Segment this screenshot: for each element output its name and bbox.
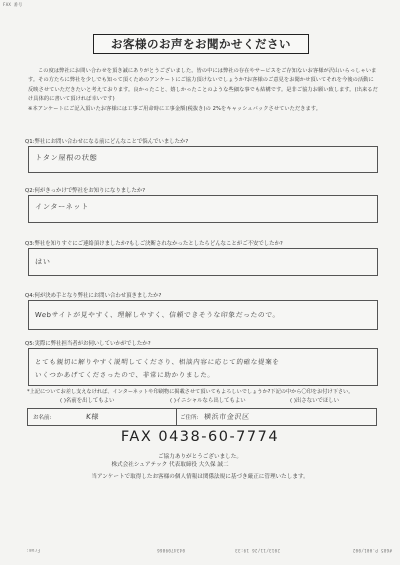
question-5-answer-box (28, 348, 378, 386)
intro-paragraph: この度は弊社にお問い合わせを頂き誠にありがとうございました。皆の中には弊社の存在やサービスをご存知ないお客様が沢山いらっしゃいます。その方たちに弊社を少しでも知って頂くためのアンケートにご協力頂けないでしょうか?お客様のご意見をお聞かせ頂いてそれを今後の活動に反映させていただきたいと考えております。良かったこと、嬉しかったことのような些細な事でも結構です。是非ご協力お願い致します。(出来るだけ具体的に書いて頂ければ幸いです) (28, 68, 378, 103)
option-initials-ok[interactable]: ( )イニシャルなら出してもよい (170, 398, 246, 404)
question-1-label: Q1:弊社にお問い合わせになる前にどんなことで悩んでいましたか? (25, 139, 189, 145)
option-name-ok[interactable]: ( )名前を出してもよい (60, 398, 115, 404)
question-1-answer-box (28, 146, 378, 173)
fax-header: FAX 番号 (3, 2, 23, 7)
address-value: 横浜市金沢区 (203, 413, 250, 421)
question-5-answer-line-1: とても親切に解りやすく説明してくださり、相談内容に応じて的確な提案を (34, 358, 280, 366)
question-4-label: Q4:何が決め手となり弊社にお問い合わせ頂きましたか? (25, 293, 162, 299)
option-no-name[interactable]: ( )出さないでほしい (290, 398, 340, 404)
footer-from: From: (25, 548, 40, 553)
question-3-answer: はい (34, 257, 51, 266)
address-label: ご住所: (180, 415, 199, 421)
question-2-answer-box (28, 195, 378, 223)
question-5-label: Q5:実際に弊社担当者がお伺いしていかがでしたか? (25, 341, 151, 347)
question-3-answer-box (28, 248, 378, 276)
page-title: お客様のお声をお聞かせください (93, 34, 309, 54)
intro-text (28, 67, 378, 114)
company-signature: 株式会社シュアテック 代表取締役 大久保 誠二 (111, 462, 229, 468)
thanks-text: ご協力ありがとうございました。 (158, 454, 242, 460)
permission-note: *上記についてお差し支えなければ、インターネットや印刷物に掲載させて頂いてもよろしいでしょうか?下記の中から〇印をお付け下さい。 (27, 389, 354, 395)
cashback-note: ※本アンケートにご記入頂いたお客様には工事ご用命時に工事金額(税抜き)の 2%をキャッシュバックさせていただきます。 (28, 105, 321, 112)
question-2-answer: インターネット (34, 202, 90, 211)
question-3-label: Q3:弊社を知りすぐにご連絡頂けましたか?もしご決断されなかったとしたらどんなことがご不安でしたか? (25, 241, 283, 247)
footer-number: 0434709866 (156, 548, 185, 553)
privacy-note: 当アンケートで取得したお客様の個人情報は関係法規に基づき厳正に管理いたします。 (91, 474, 309, 480)
footer-timestamp: 2013/11/26 19:33 (234, 548, 280, 553)
name-divider (176, 409, 177, 425)
question-4-answer: Webサイトが見やすく、理解しやすく、信頼できそうな印象だったので。 (34, 311, 281, 319)
company-block (0, 452, 400, 468)
fax-footer (0, 545, 400, 555)
question-4-answer-box (28, 300, 378, 330)
question-2-label: Q2:何がきっかけで弊社をお知りになりましたか? (25, 188, 146, 194)
question-1-answer: トタン屋根の状態 (34, 153, 98, 162)
fax-number: FAX 0438-60-7774 (120, 429, 280, 445)
footer-right: #685 P.001/002 (352, 548, 392, 553)
name-value: K様 (85, 412, 100, 421)
name-label: お名前: (33, 415, 52, 421)
question-5-answer-line-2: いくつかあげてくださったので、非常に助かりました。 (34, 371, 215, 379)
name-address-box (27, 408, 377, 426)
